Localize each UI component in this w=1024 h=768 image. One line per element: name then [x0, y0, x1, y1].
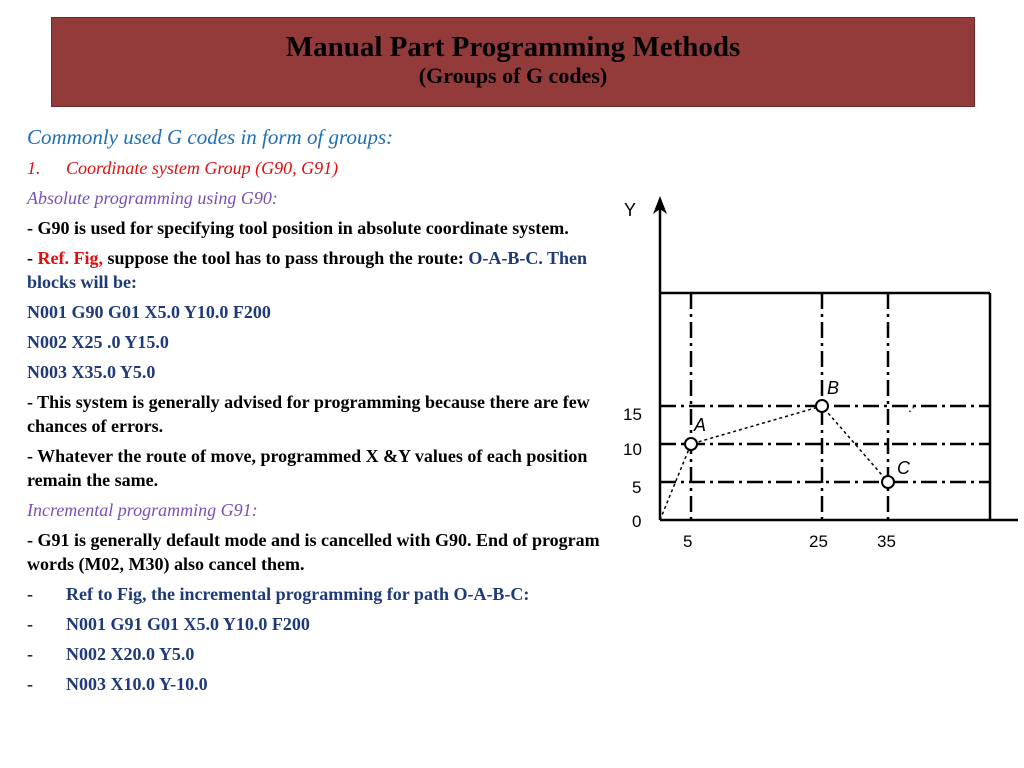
point-b-label: B: [827, 378, 840, 398]
slide-content: [27, 122, 615, 702]
route-text: suppose the tool has to pass through the route:: [102, 248, 469, 268]
route-path: O-A-B-C. Then blocks will be:: [27, 248, 588, 292]
y-axis-label: Y: [624, 200, 637, 220]
x-tick-label: 35: [877, 532, 896, 551]
point-a-marker: [685, 438, 697, 450]
incremental-heading: Incremental programming G91:: [27, 500, 258, 520]
y-tick-label: 15: [623, 405, 642, 424]
absolute-paragraph-4: - Whatever the route of move, programmed X &Y values of each position remain the same.: [27, 446, 588, 490]
coordinate-figure: [618, 190, 1018, 560]
slide-subtitle: (Groups of G codes): [418, 63, 608, 88]
dash-marker: -: [27, 614, 33, 634]
dash-marker: -: [27, 674, 33, 694]
point-b-marker: [816, 400, 828, 412]
group-label: Coordinate system Group (G90, G91): [66, 158, 339, 178]
point-c-marker: [882, 476, 894, 488]
x-tick-label: 25: [809, 532, 828, 551]
code-block: N003 X35.0 Y5.0: [27, 362, 156, 382]
incremental-paragraph-1: - G91 is generally default mode and is cancelled with G90. End of program words (M02, M30) also cancel them.: [27, 530, 600, 574]
dash-marker: -: [27, 644, 33, 664]
list-item-text: N003 X10.0 Y-10.0: [66, 674, 208, 694]
list-item: [27, 612, 615, 636]
slide-title: Manual Part Programming Methods: [285, 31, 741, 63]
code-block: N001 G90 G01 X5.0 Y10.0 F200: [27, 302, 271, 322]
point-a-label: A: [694, 415, 707, 435]
dash-marker: -: [27, 584, 33, 604]
y-tick-label: 10: [623, 440, 642, 459]
intro-heading: Commonly used G codes in form of groups:: [27, 125, 394, 149]
group-heading: [27, 156, 615, 180]
absolute-paragraph-2: [27, 246, 615, 294]
fig-reference: Ref. Fig,: [37, 248, 103, 268]
absolute-paragraph-3: - This system is generally advised for programming because there are few chances of errors.: [27, 392, 590, 436]
y-tick-label: 5: [632, 478, 642, 497]
title-banner: [51, 17, 975, 107]
absolute-paragraph-1: - G90 is used for specifying tool position in absolute coordinate system.: [27, 218, 569, 238]
y-tick-label: 0: [632, 512, 642, 531]
code-block: N002 X25 .0 Y15.0: [27, 332, 169, 352]
absolute-heading: Absolute programming using G90:: [27, 188, 278, 208]
list-item-text: N002 X20.0 Y5.0: [66, 644, 195, 664]
list-item: [27, 642, 615, 666]
group-number: 1.: [27, 158, 41, 178]
list-item: [27, 672, 615, 696]
point-c-label: C: [897, 458, 910, 478]
stray-mark: ∙': [908, 402, 915, 418]
x-tick-label: 5: [683, 532, 693, 551]
list-item-text: N001 G91 G01 X5.0 Y10.0 F200: [66, 614, 310, 634]
dash: -: [27, 248, 38, 268]
coordinate-diagram: [618, 190, 1018, 560]
list-item-text: Ref to Fig, the incremental programming for path O-A-B-C:: [66, 584, 530, 604]
list-item: [27, 582, 615, 606]
